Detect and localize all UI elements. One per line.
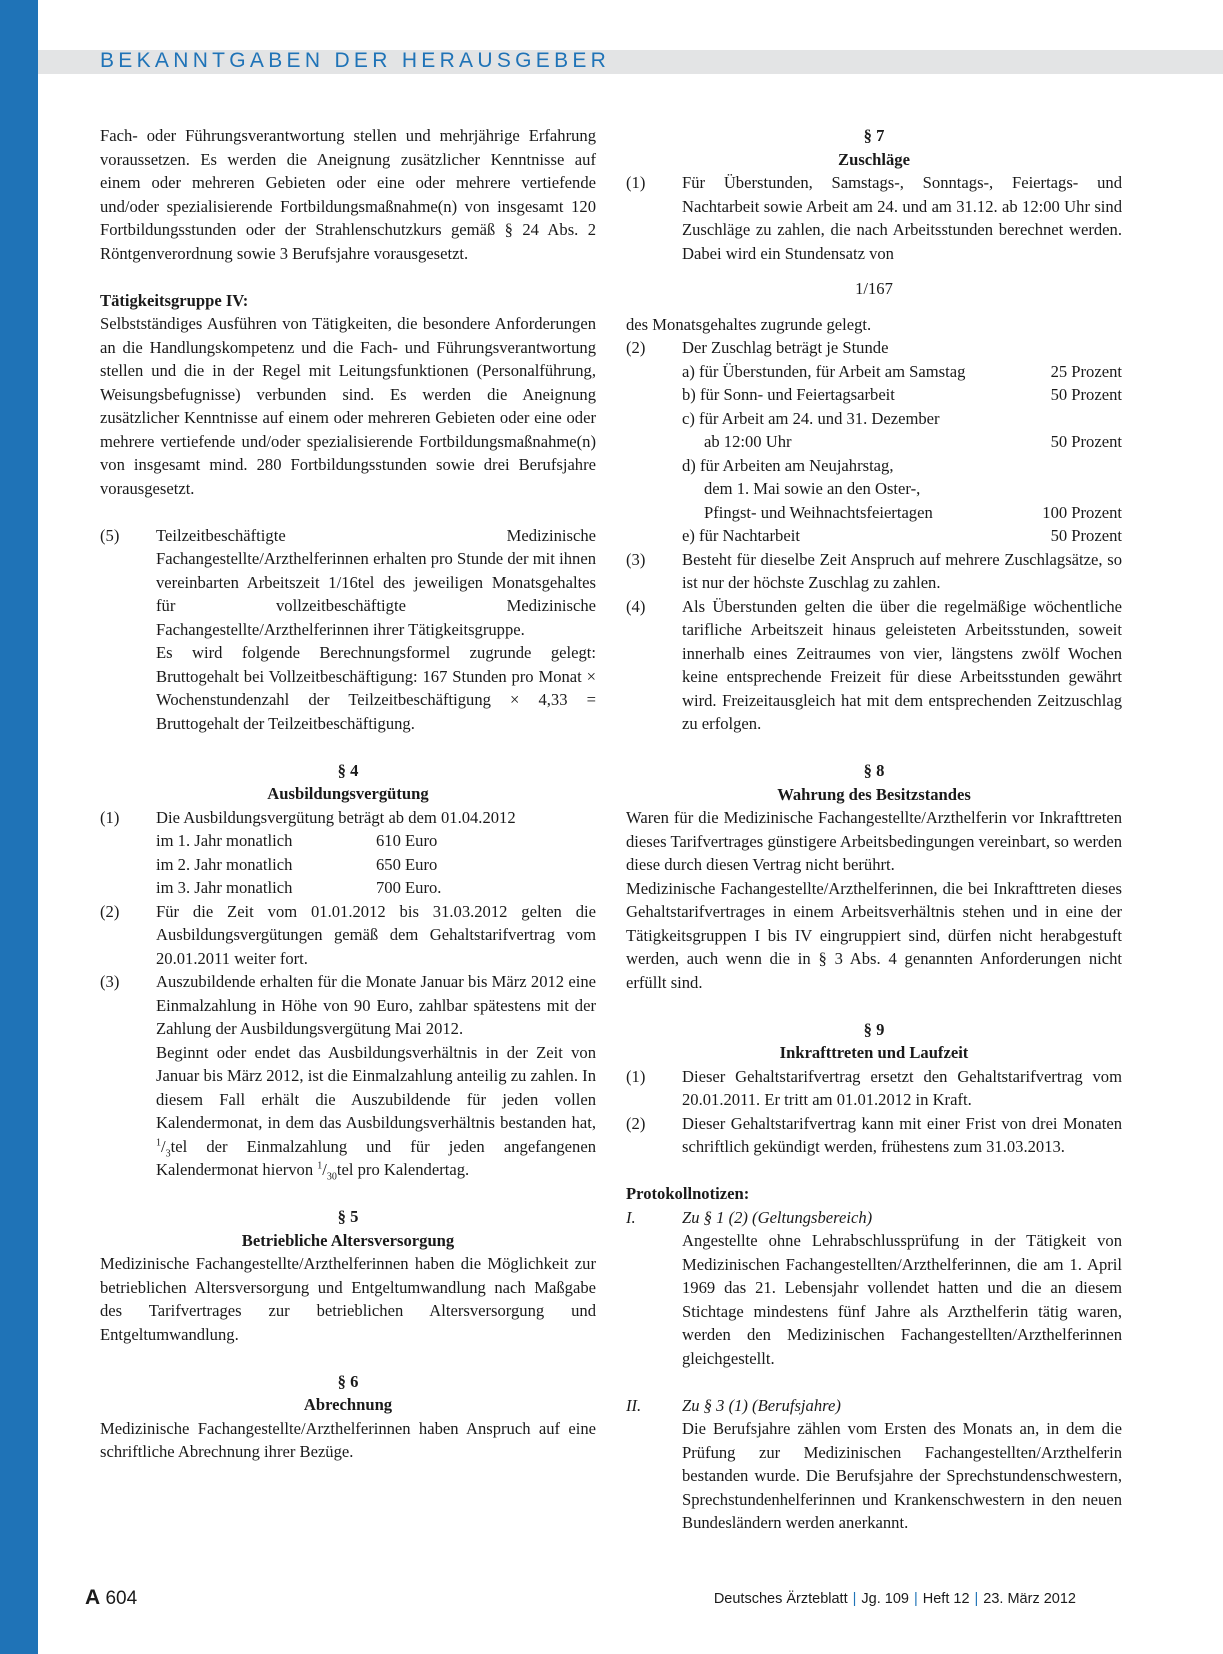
surcharge-label: ab 12:00 Uhr [704,432,792,451]
surcharge-row-d-3 [626,501,1122,525]
note-text: Die Berufsjahre zählen vom Ersten des Monats an, in dem die Prüfung zur Medizinischen Fachangestellten/Arzthelferin bestanden wurde. Die Berufsjahre der Sprechstundenschwestern, Sprechstundenhelferinnen und Krankenschwestern in den neuen Bundesländern werden anerkannt. [682,1419,1122,1532]
text-part: tel der Einmalzahlung und für jeden angefangenen Kalendermonat hiervon [156,1136,596,1179]
rate-continuation: des Monatsgehaltes zugrunde gelegt. [626,314,872,334]
item-text: Der Zuschlag beträgt je Stunde [682,338,889,357]
item-number: (3) [100,972,120,991]
section-header-title: BEKANNTGABEN DER HERAUSGEBER [100,49,611,72]
fraction-numerator: 1 [156,1136,161,1148]
protocol-note-2 [626,1394,1122,1535]
paragraph-5-text-2: Es wird folgende Berechnungsformel zugrunde gelegt: Bruttogehalt bei Vollzeitbeschäftigung: 167 Stunden pro Monat × Wochenstundenzahl der Teilzeitbeschäftigung × 4,33 = Bruttogehalt der Teilzeitbeschäftigung. [156,643,596,733]
section-5-title: Betriebliche Altersversorgung [241,1230,455,1250]
page-prefix: A [85,1586,101,1609]
left-column [100,124,596,1464]
section-8-text-2: Medizinische Fachangestellte/Arzthelferinnen, die bei Inkrafttreten dieses Gehaltstarifvertrages in einem Arbeitsverhältnis stehen und in eine der Tätigkeitsgruppen I bis IV eingruppiert sind, dürfen nicht herabgestuft werden, auch wenn die in § 3 Abs. 4 genannten Anforderungen nicht erfüllt sind. [626,878,1122,992]
item-number: (1) [100,807,120,827]
allowance-row [156,829,596,853]
allowance-amount: 650 Euro [376,854,438,874]
surcharge-row-e [626,524,1122,548]
section-9-number: § 9 [863,1019,885,1039]
page-number-value: 604 [105,1588,138,1609]
section-5-text: Medizinische Fachangestellte/Arzthelferinnen haben die Möglichkeit zur betrieblichen Altersversorgung und Entgeltumwandlung nach Maßgabe des Tarifvertrages zur betrieblichen Altersversorgung und Entgeltumwandlung. [100,1254,596,1344]
item-text: Für Überstunden, Samstags-, Sonntags-, Feiertags- und Nachtarbeit sowie Arbeit am 24. und am 31.12. ab 12:00 Uhr sind Zuschläge zu zahlen, die nach Arbeitsstunden berechnet werden. Dabei wird ein Stundensatz von [682,173,1122,263]
section-8-text-1: Waren für die Medizinische Fachangestellte/Arzthelferin vor Inkrafttreten dieses Tarifvertrages günstigere Arbeitsbedingungen vereinbart, so werden diese durch diesen Vertrag nicht berührt. [626,808,1122,874]
section-6-text: Medizinische Fachangestellte/Arzthelferinnen haben Anspruch auf eine schriftliche Abrechnung ihrer Bezüge. [100,1418,596,1461]
section-7-item-1 [626,171,1122,265]
note-number: II. [626,1395,642,1415]
section-7-number: § 7 [863,126,885,145]
surcharge-value: 50 Prozent [1050,526,1122,545]
page-number [85,1586,137,1610]
surcharge-value: 25 Prozent [1050,361,1122,381]
journal-volume: Jg. 109 [861,1591,909,1607]
protocol-notes-heading: Protokollnotizen: [626,1184,750,1203]
fraction-denominator: 3 [165,1147,171,1159]
surcharge-row-d-2 [626,477,1122,501]
text-part: Beginnt oder endet das Ausbildungsverhältnis in der Zeit von Januar bis März 2012, ist die Einmalzahlung anteilig zu zahlen. In diesem Fall erhält die Auszubildende für jeden vollen Kalendermonat, in dem das Ausbildungsverhältnis bestanden hat, [156,1042,596,1132]
surcharge-label: a) für Überstunden, für Arbeit am Samstag [682,361,966,381]
allowance-row [156,876,596,900]
item-number: (2) [626,1113,646,1133]
section-9-title: Inkrafttreten und Laufzeit [779,1043,969,1062]
paragraph-5-text-1: Teilzeitbeschäftigte Medizinische Fachangestellte/Arzthelferinnen erhalten pro Stunde der mit ihnen vereinbarten Arbeitszeit 1/16tel des jeweiligen Monatsgehaltes für vollzeitbeschäftigte Medizinische Fachangestellte/Arzthelferinnen ihrer Tätigkeitsgruppe. [156,525,596,639]
surcharge-row-c-1 [626,407,1122,431]
section-7-item-3 [626,548,1122,595]
surcharge-row-d-1 [626,454,1122,478]
surcharge-value: 50 Prozent [1050,385,1122,404]
item-number: (3) [626,549,646,569]
item-number: (2) [100,901,120,921]
section-8-title: Wahrung des Besitzstandes [777,784,971,804]
footer-separator: | [913,1591,918,1607]
note-text: Angestellte ohne Lehrabschlussprüfung in der Tätigkeit von Medizinischen Fachangestellten/Arzthelferinnen, die am 1. April 1969 das 21. Lebensjahr vollendet hatten und die an diesem Stichtage mindestens fünf Jahre als Arzthelferin tätig waren, werden den Medizinischen Fachangestellten/Arzthelferinnen gleichgestellt. [682,1231,1122,1368]
section-7-title: Zuschläge [838,149,910,169]
tg4-heading: Tätigkeitsgruppe IV: [100,290,249,310]
allowance-amount: 610 Euro [376,831,438,850]
section-7-item-4 [626,595,1122,736]
note-number: I. [626,1207,636,1227]
surcharge-label: dem 1. Mai sowie an den Oster-, [704,479,921,498]
fraction-denominator: 30 [326,1171,337,1183]
surcharge-label: d) für Arbeiten am Neujahrstag, [682,455,894,475]
item-number: (1) [626,1066,646,1086]
note-title: Zu § 1 (2) (Geltungsbereich) [682,1207,873,1227]
section-7-item-2 [626,336,1122,360]
footer-separator: | [974,1591,979,1607]
surcharge-value: 100 Prozent [1042,502,1122,522]
item-text-continued: Beginnt oder endet das Ausbildungsverhältnis in der Zeit von Januar bis März 2012, ist die Einmalzahlung anteilig zu zahlen. In diesem Fall erhält die Auszubildende für jeden vollen Kalendermonat, in dem das Ausbildungsverhältnis bestanden hat, $^1/_3tel$ der Einmalzahlung und für jeden angefangenen Kalendermonat hiervon $^1/_{30}tel$ pro Kalendertag. [156,1042,596,1183]
item-text: Dieser Gehaltstarifvertrag kann mit einer Frist von drei Monaten schriftlich gekündigt werden, frühestens zum 31.03.2013. [682,1113,1122,1156]
journal-date: 23. März 2012 [983,1591,1076,1607]
section-4-item-3 [100,970,596,1182]
hourly-rate: 1/167 [855,279,893,298]
surcharge-label: Pfingst- und Weihnachtsfeiertagen [704,502,933,522]
item-text: Die Ausbildungsvergütung beträgt ab dem 01.04.2012 [156,807,516,827]
section-9-item-1 [626,1065,1122,1112]
item-number: (2) [626,338,646,357]
item-number: (4) [626,596,646,616]
item-text: Als Überstunden gelten die über die regelmäßige wöchentliche tarifliche Arbeitszeit hinaus geleisteten Arbeitsstunden, soweit innerhalb eines Zeitraumes von vier, längstens zwölf Wochen keine entsprechende Freizeit für diese Arbeitsstunden gewährt wird. Freizeitausgleich hat mit dem entsprechenden Zeitzuschlag zu erfolgen. [682,596,1122,733]
item-text: Dieser Gehaltstarifvertrag ersetzt den Gehaltstarifvertrag vom 20.01.2011. Er tritt am 01.01.2012 in Kraft. [682,1066,1122,1109]
item-number: (1) [626,173,646,192]
surcharge-row-b [626,383,1122,407]
fraction-numerator: 1 [317,1160,323,1172]
section-4-item-1 [100,806,596,900]
surcharge-row-c-2 [626,430,1122,454]
surcharge-label: c) für Arbeit am 24. und 31. Dezember [682,408,940,428]
journal-issue: Heft 12 [922,1591,970,1607]
surcharge-value: 50 Prozent [1050,432,1122,451]
footer-separator: | [852,1591,857,1607]
tg4-paragraph: Selbstständiges Ausführen von Tätigkeiten, die besondere Anforderungen an die Handlungskompetenz und die Fach- und Führungsverantwortung stellen und die in der Regel mit Leitungsfunktionen (Personalführung, Weisungsbefugnisse) verbunden sind. Es werden die Aneignung zusätzlicher Kenntnisse auf einem oder mehreren Gebieten oder eine oder mehrere vertiefende und/oder spezialisierende Fortbildungsmaßnahme(n) von insgesamt mind. 280 Fortbildungsstunden sowie drei Berufsjahre vorausgesetzt. [100,314,596,498]
text-part: tel pro Kalendertag. [336,1160,470,1179]
paragraph-5 [100,524,596,736]
surcharge-label: b) für Sonn- und Feiertagsarbeit [682,385,895,404]
journal-footer [714,1591,1076,1607]
paragraph-number: (5) [100,525,120,545]
section-4-number: § 4 [337,760,359,780]
section-5-number: § 5 [337,1207,359,1226]
section-4-title: Ausbildungsvergütung [267,784,429,803]
section-6-title: Abrechnung [303,1395,393,1414]
section-6-number: § 6 [337,1371,359,1391]
allowance-year: im 2. Jahr monatlich [156,854,293,874]
allowance-year: im 3. Jahr monatlich [156,878,293,897]
note-title: Zu § 3 (1) (Berufsjahre) [682,1395,841,1415]
right-column [626,124,1122,1535]
section-8-number: § 8 [863,761,885,780]
allowance-row [156,853,596,877]
surcharge-row-a [626,360,1122,384]
journal-name: Deutsches Ärzteblatt [713,1591,848,1607]
allowance-amount: 700 Euro. [376,878,442,897]
intro-paragraph: Fach- oder Führungsverantwortung stellen und mehrjährige Erfahrung voraussetzen. Es werden die Aneignung zusätzlicher Kenntnisse auf einem oder mehreren Gebieten oder eine oder mehrere vertiefende und/oder spezialisierende Fortbildungsmaßnahme(n) von insgesamt 120 Fortbildungsstunden oder der Strahlenschutzkurs gemäß § 24 Abs. 2 Röntgenverordnung sowie 3 Berufsjahre vorausgesetzt. [100,126,596,263]
item-text: Besteht für dieselbe Zeit Anspruch auf mehrere Zuschlagsätze, so ist nur der höchste Zuschlag zu zahlen. [682,549,1122,592]
section-4-item-2 [100,900,596,971]
item-text: Auszubildende erhalten für die Monate Januar bis März 2012 eine Einmalzahlung in Höhe von 90 Euro, zahlbar spätestens mit der Zahlung der Ausbildungsvergütung Mai 2012. [156,972,596,1038]
item-text: Für die Zeit vom 01.01.2012 bis 31.03.2012 gelten die Ausbildungsvergütungen gemäß dem Gehaltstarifvertrag vom 20.01.2011 weiter fort. [156,901,596,968]
section-9-item-2 [626,1112,1122,1159]
protocol-note-1 [626,1206,1122,1371]
left-color-bar [0,0,38,1654]
allowance-year: im 1. Jahr monatlich [156,831,293,850]
surcharge-label: e) für Nachtarbeit [682,526,800,545]
